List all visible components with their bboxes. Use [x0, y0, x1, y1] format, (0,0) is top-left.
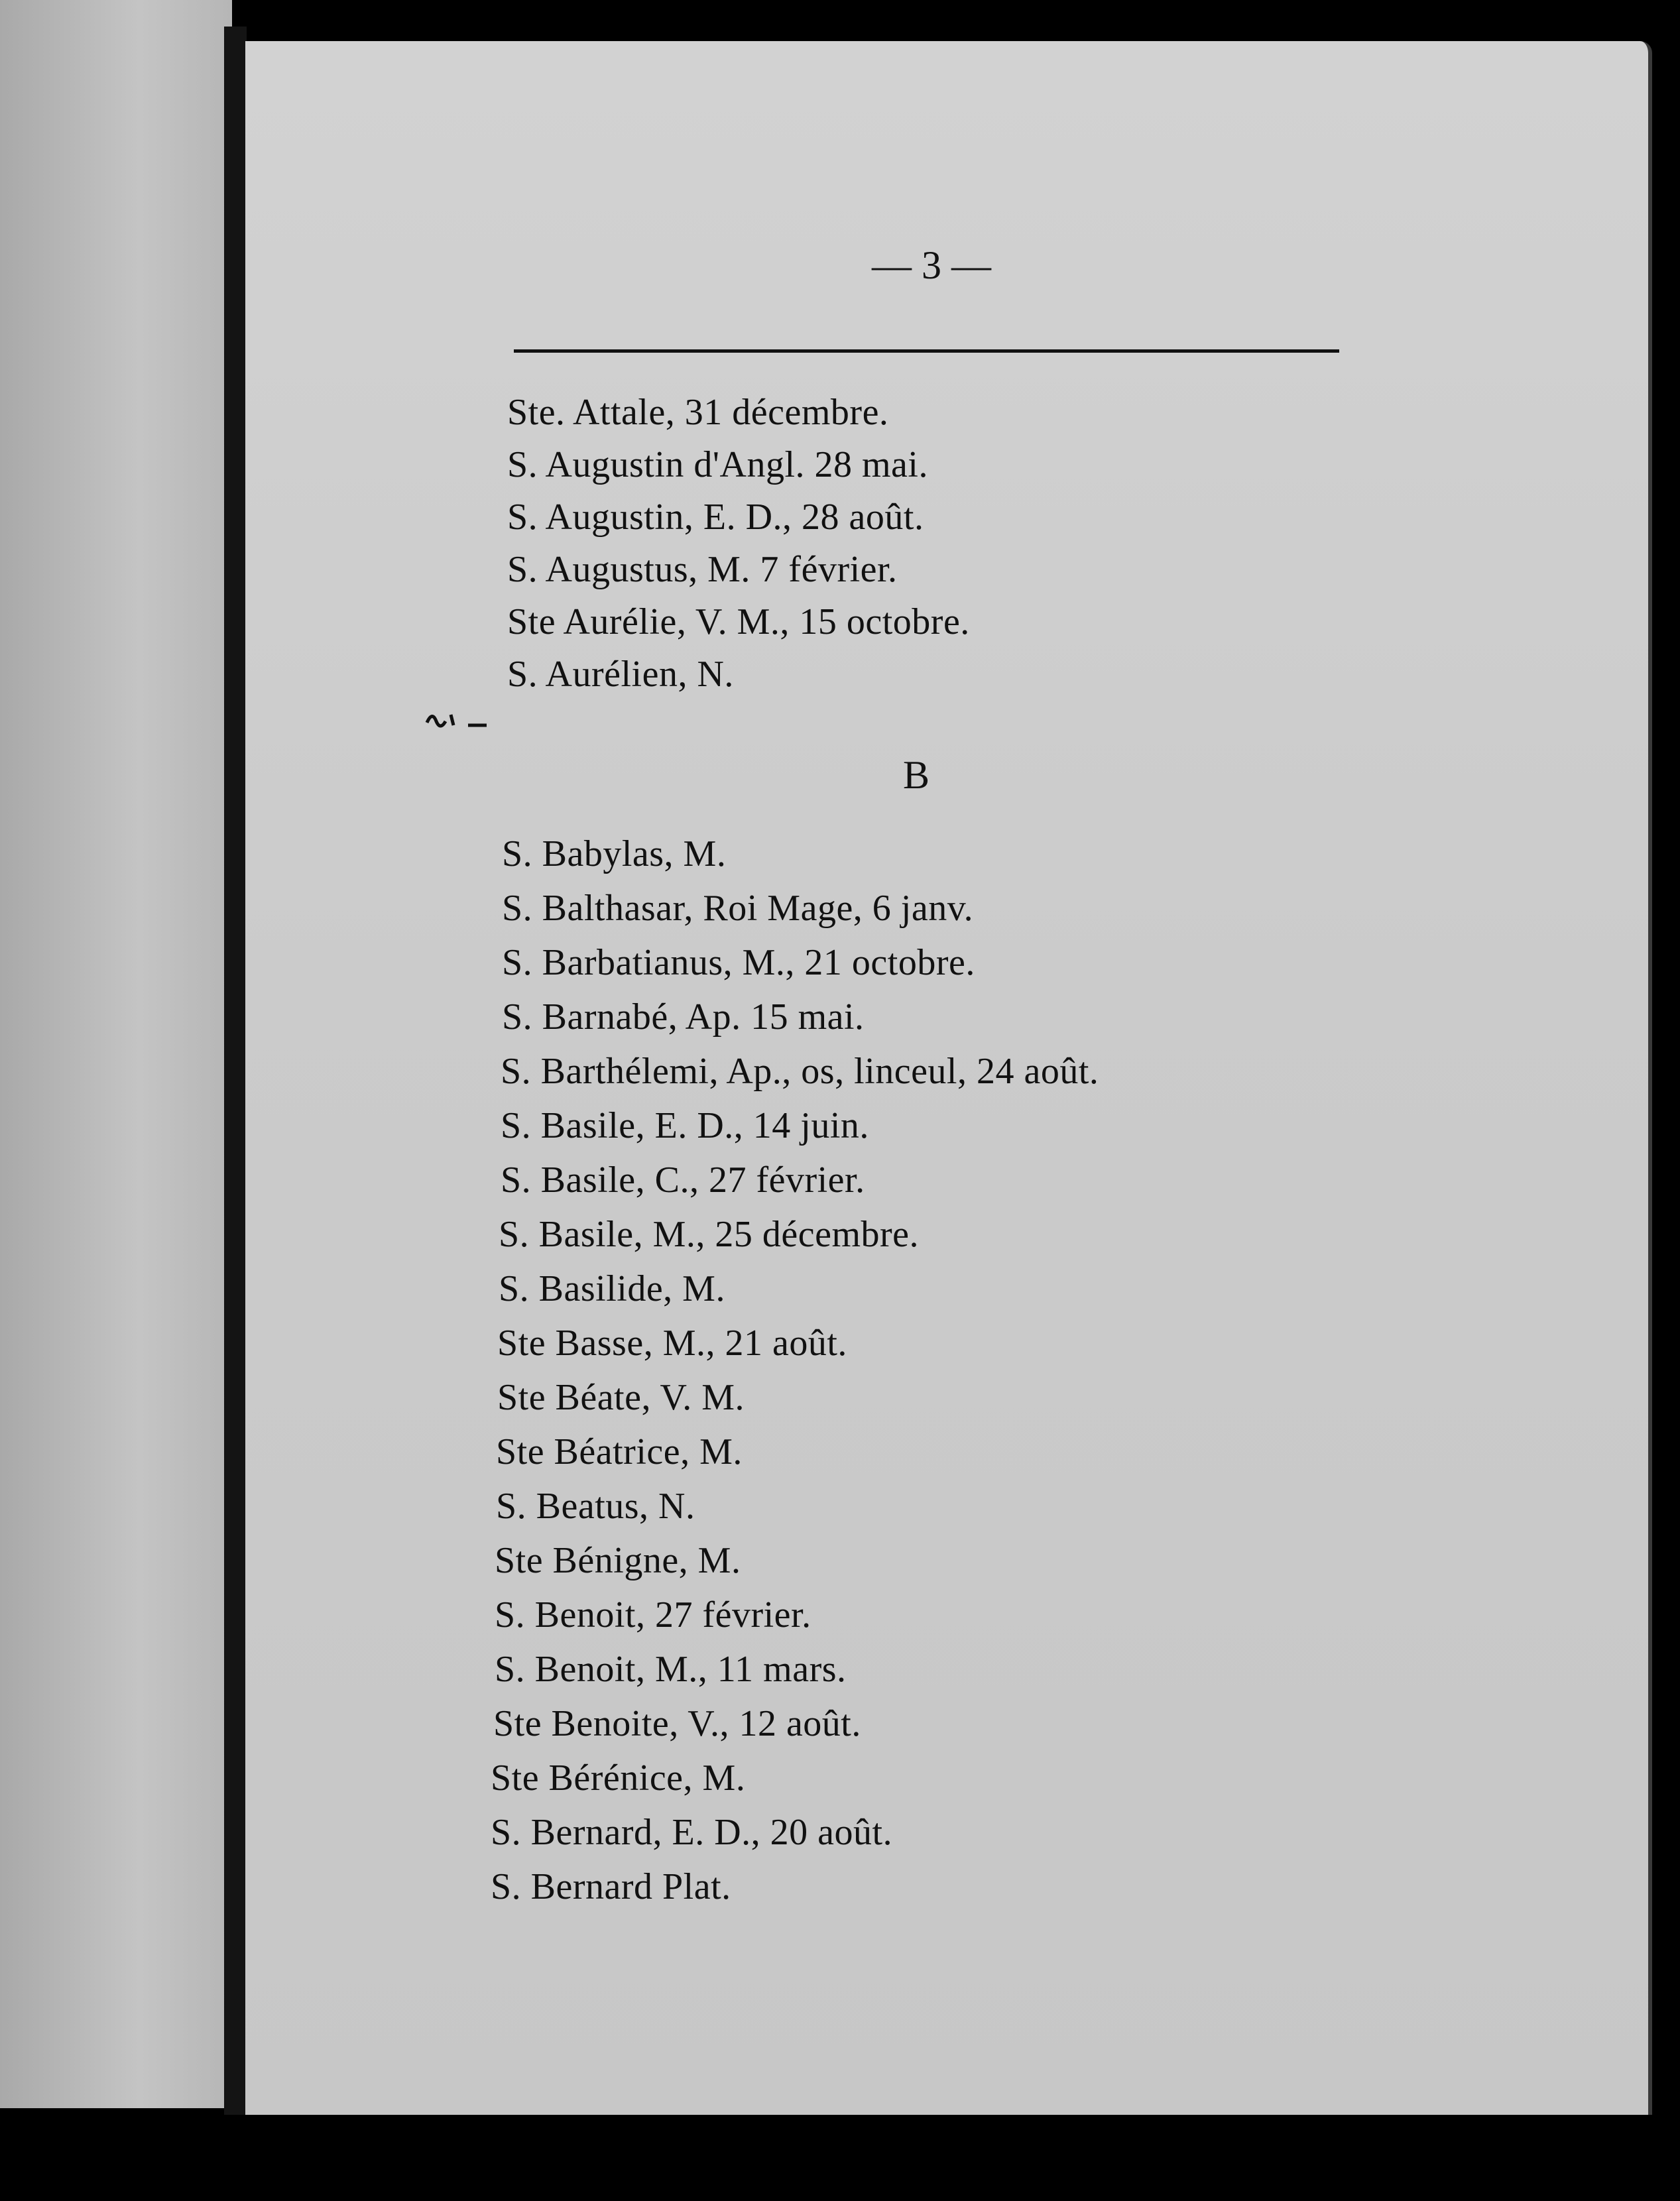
list-item: S. Augustin d'Angl. 28 mai. — [507, 444, 928, 485]
list-item: S. Benoit, 27 février. — [495, 1594, 811, 1636]
list-item: S. Augustus, M. 7 février. — [507, 549, 898, 590]
list-item: Ste Aurélie, V. M., 15 octobre. — [507, 601, 970, 642]
list-item: S. Babylas, M. — [502, 833, 727, 874]
list-item: S. Barnabé, Ap. 15 mai. — [502, 996, 865, 1038]
list-item: Ste Basse, M., 21 août. — [497, 1323, 847, 1364]
list-item: S. Bernard, E. D., 20 août. — [491, 1812, 893, 1853]
scan-border — [0, 2115, 1680, 2201]
page-number: — 3 — — [872, 243, 991, 287]
list-item: Ste Béatrice, M. — [496, 1431, 743, 1472]
handwritten-margin-mark — [422, 696, 501, 736]
list-item: S. Basilide, M. — [499, 1268, 725, 1309]
list-item: S. Basile, C., 27 février. — [501, 1160, 865, 1201]
list-item: S. Aurélien, N. — [507, 654, 734, 695]
list-item: Ste Bérénice, M. — [491, 1757, 746, 1799]
list-item: Ste. Attale, 31 décembre. — [507, 392, 889, 433]
list-item: S. Barthélemi, Ap., os, linceul, 24 août. — [501, 1051, 1099, 1092]
list-item: S. Barbatianus, M., 21 octobre. — [502, 942, 975, 983]
list-item: S. Benoit, M., 11 mars. — [495, 1649, 847, 1690]
list-item: S. Beatus, N. — [496, 1486, 695, 1527]
list-item: S. Augustin, E. D., 28 août. — [507, 497, 924, 538]
list-item: S. Basile, M., 25 décembre. — [499, 1214, 920, 1255]
list-item: S. Balthasar, Roi Mage, 6 janv. — [502, 888, 974, 929]
list-item: S. Bernard Plat. — [491, 1866, 731, 1907]
section-letter: B — [903, 753, 930, 797]
list-item: Ste Béate, V. M. — [497, 1377, 745, 1418]
list-item: Ste Benoite, V., 12 août. — [493, 1703, 861, 1744]
list-item: Ste Bénigne, M. — [495, 1540, 741, 1581]
list-item: S. Basile, E. D., 14 juin. — [501, 1105, 869, 1146]
